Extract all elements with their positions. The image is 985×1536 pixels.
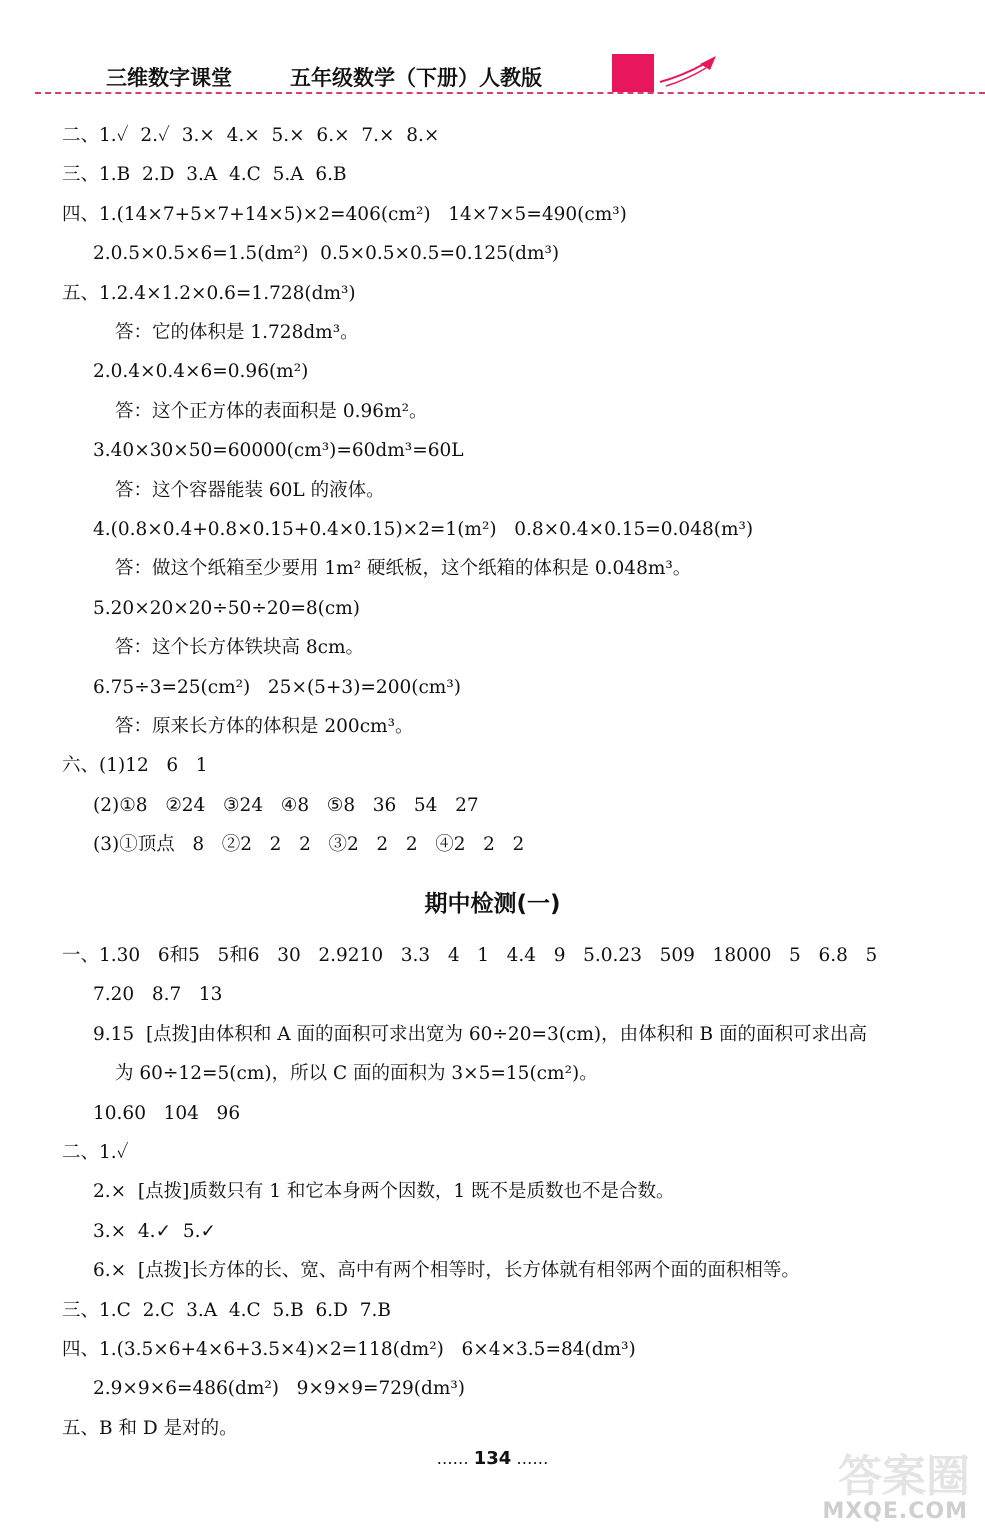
answer-line: 3.40×30×50=60000(cm³)=60dm³=60L — [93, 440, 464, 462]
answer-line: 三、1.B 2.D 3.A 4.C 5.A 6.B — [62, 164, 347, 186]
answer-line: 6.75÷3=25(cm²) 25×(5+3)=200(cm³) — [93, 676, 461, 698]
answer-line: 二、1.✓ — [62, 1142, 129, 1163]
answer-line: 二、1.✓ 2.✓ 3.× 4.× 5.× 6.× 7.× 8.× — [62, 125, 440, 146]
answer-line: 答：这个正方体的表面积是 0.96m²。 — [115, 400, 428, 422]
answer-line: 4.(0.8×0.4+0.8×0.15+0.4×0.15)×2=1(m²) 0.8×0.4×0.15=0.048(m³) — [93, 519, 754, 540]
answer-line: 9.15 [点拨]由体积和 A 面的面积可求出宽为 60÷20=3(cm)，由体积和 B 面的面积可求出高 — [93, 1023, 867, 1045]
page-number: 134 — [473, 1448, 512, 1469]
header-red-block — [612, 54, 654, 92]
answer-line: 2.0.5×0.5×6=1.5(dm²) 0.5×0.5×0.5=0.125(dm³) — [93, 243, 560, 265]
answer-line: 答：做这个纸箱至少要用 1m² 硬纸板，这个纸箱的体积是 0.048m³。 — [115, 558, 692, 580]
rocket-icon — [652, 52, 722, 92]
answer-line: 5.20×20×20÷50÷20=8(cm) — [93, 597, 360, 619]
footer-dots-left: …… — [436, 1449, 469, 1468]
answer-line: 五、1.2.4×1.2×0.6=1.728(dm³) — [62, 282, 356, 304]
watermark-url: MXQE.COM — [822, 1499, 968, 1524]
header-divider — [35, 92, 985, 94]
answer-line: 10.60 104 96 — [93, 1102, 241, 1124]
answer-line: (3)①顶点 8 ②2 2 2 ③2 2 2 ④2 2 2 — [93, 834, 525, 856]
answer-line: 2.× [点拨]质数只有 1 和它本身两个因数，1 既不是质数也不是合数。 — [93, 1181, 675, 1203]
answer-line: 三、1.C 2.C 3.A 4.C 5.B 6.D 7.B — [62, 1299, 391, 1321]
series-title: 三维数字课堂 — [106, 66, 232, 90]
answer-line: (2)①8 ②24 ③24 ④8 ⑤8 36 54 27 — [93, 794, 479, 816]
section-title: 期中检测(一) — [424, 891, 561, 917]
answer-line: 3.× 4.✓ 5.✓ — [93, 1220, 216, 1242]
answer-line: 答：它的体积是 1.728dm³。 — [115, 322, 359, 343]
answer-line: 6.× [点拨]长方体的长、宽、高中有两个相等时，长方体就有相邻两个面的面积相等。 — [93, 1260, 800, 1282]
answer-line: 四、1.(14×7+5×7+14×5)×2=406(cm²) 14×7×5=490(cm³) — [62, 203, 627, 225]
watermark-logo — [808, 1440, 978, 1530]
answer-line: 五、B 和 D 是对的。 — [62, 1417, 238, 1439]
answer-line: 7.20 8.7 13 — [93, 984, 223, 1006]
answer-line: 2.0.4×0.4×6=0.96(m²) — [93, 361, 309, 383]
answer-line: 为 60÷12=5(cm)，所以 C 面的面积为 3×5=15(cm²)。 — [115, 1063, 598, 1085]
watermark-big: 答案圈 — [838, 1451, 970, 1502]
book-title: 五年级数学（下册）人教版 — [290, 66, 542, 90]
answer-line: 答：这个容器能装 60L 的液体。 — [115, 479, 385, 501]
answer-line: 答：这个长方体铁块高 8cm。 — [115, 637, 365, 659]
answer-line: 六、(1)12 6 1 — [62, 755, 208, 777]
answer-line: 2.9×9×6=486(dm²) 9×9×9=729(dm³) — [93, 1378, 466, 1400]
answer-line: 答：原来长方体的体积是 200cm³。 — [115, 716, 414, 737]
answer-line: 一、1.30 6和5 5和6 30 2.9210 3.3 4 1 4.4 9 5.0.23 509 18000 5 6.8 5 — [62, 945, 878, 966]
answer-line: 四、1.(3.5×6+4×6+3.5×4)×2=118(dm²) 6×4×3.5=84(dm³) — [62, 1339, 636, 1360]
page-header — [0, 0, 985, 100]
footer-dots-right: …… — [516, 1449, 549, 1468]
